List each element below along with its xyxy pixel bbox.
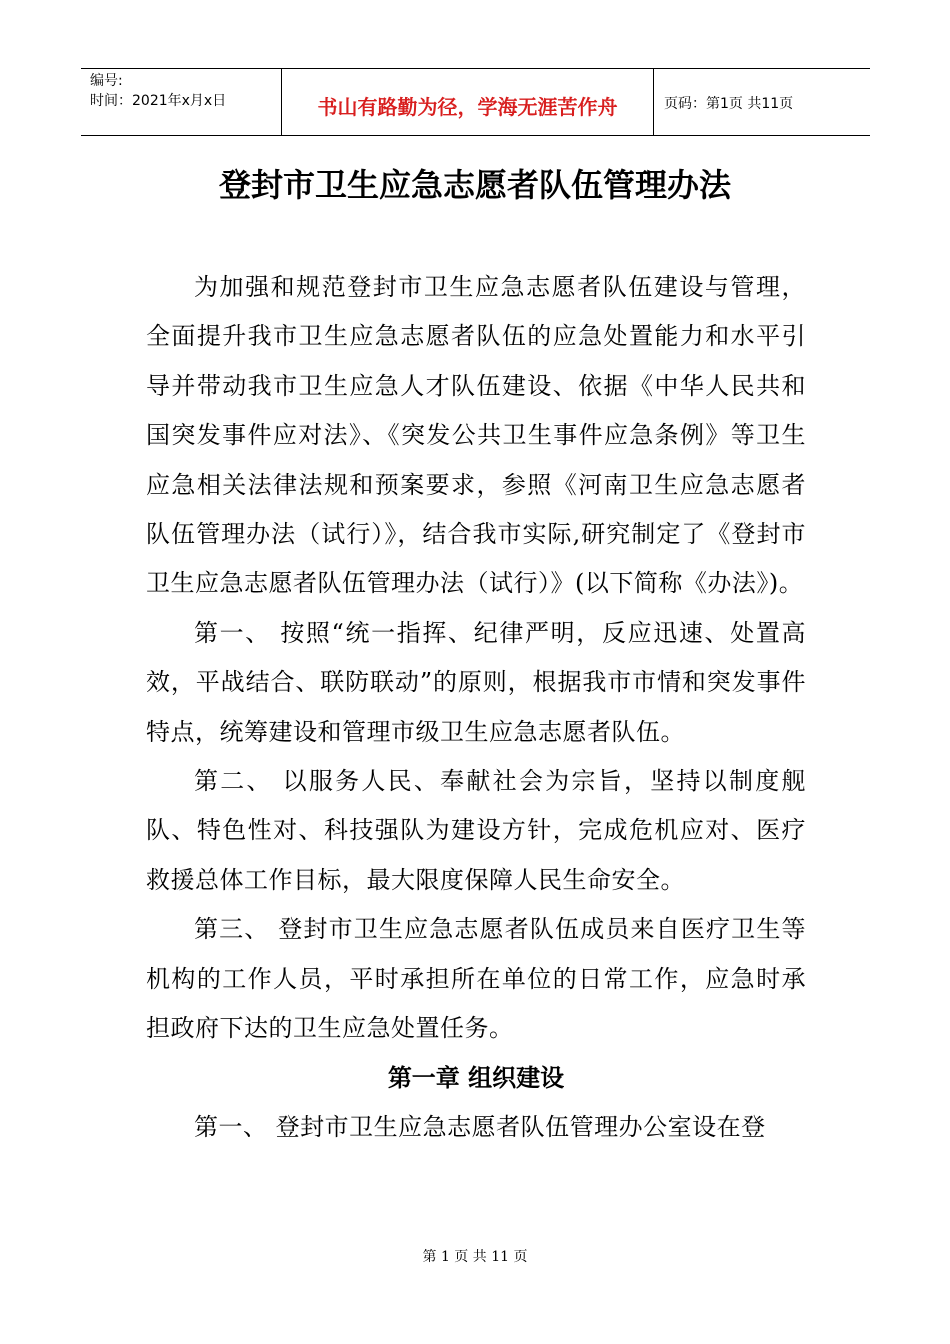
article-paragraph: 第二、 以服务人民、奉献社会为宗旨，坚持以制度舰队、特色性对、科技强队为建设方针，完成危机应对、医疗救援总体工作目标，最大限度保障人民生命安全。 <box>146 767 806 894</box>
article-paragraph: 第三、 登封市卫生应急志愿者队伍成员来自医疗卫生等机构的工作人员，平时承担所在单位的日常工作，应急时承担政府下达的卫生应急处置任务。 <box>146 915 806 1043</box>
chapter-heading: 第一章 组织建设 <box>387 1063 565 1092</box>
header-page-cell <box>654 69 870 135</box>
header-motto: 书山有路勤为径，学海无涯苦作舟 <box>317 95 618 119</box>
document-time-label: 时间：2021年x月x日 <box>90 93 227 109</box>
header-motto-cell <box>281 69 654 135</box>
article-paragraph: 第一、 登封市卫生应急志愿者队伍管理办公室设在登 <box>194 1112 766 1141</box>
intro-paragraph: 为加强和规范登封市卫生应急志愿者队伍建设与管理，全面提升我市卫生应急志愿者队伍的应急处置能力和水平引导并带动我市卫生应急人才队伍建设、依据《中华人民共和国突发事件应对法》、《突发公共卫生事件应急条例》等卫生应急相关法律法规和预案要求，参照《河南卫生应急志愿者队伍管理办法（试行）》，结合我市实际,研究制定了《登封市卫生应急志愿者队伍管理办法（试行）》(以下简称《办法》)。 <box>146 273 806 598</box>
page-header <box>81 68 870 136</box>
article-paragraph: 第一、 按照“统一指挥、纪律严明，反应迅速、处置高效，平战结合、联防联动”的原则，根据我市市情和突发事件特点，统筹建设和管理市级卫生应急志愿者队伍。 <box>146 618 806 746</box>
document-body <box>146 263 806 1152</box>
header-meta-cell <box>81 69 281 135</box>
page-footer: 第 1 页 共 11 页 <box>422 1249 528 1265</box>
document-number-label: 编号: <box>90 73 123 89</box>
header-page-info: 页码：第1页 共11页 <box>664 96 794 112</box>
document-title: 登封市卫生应急志愿者队伍管理办法 <box>218 166 731 204</box>
